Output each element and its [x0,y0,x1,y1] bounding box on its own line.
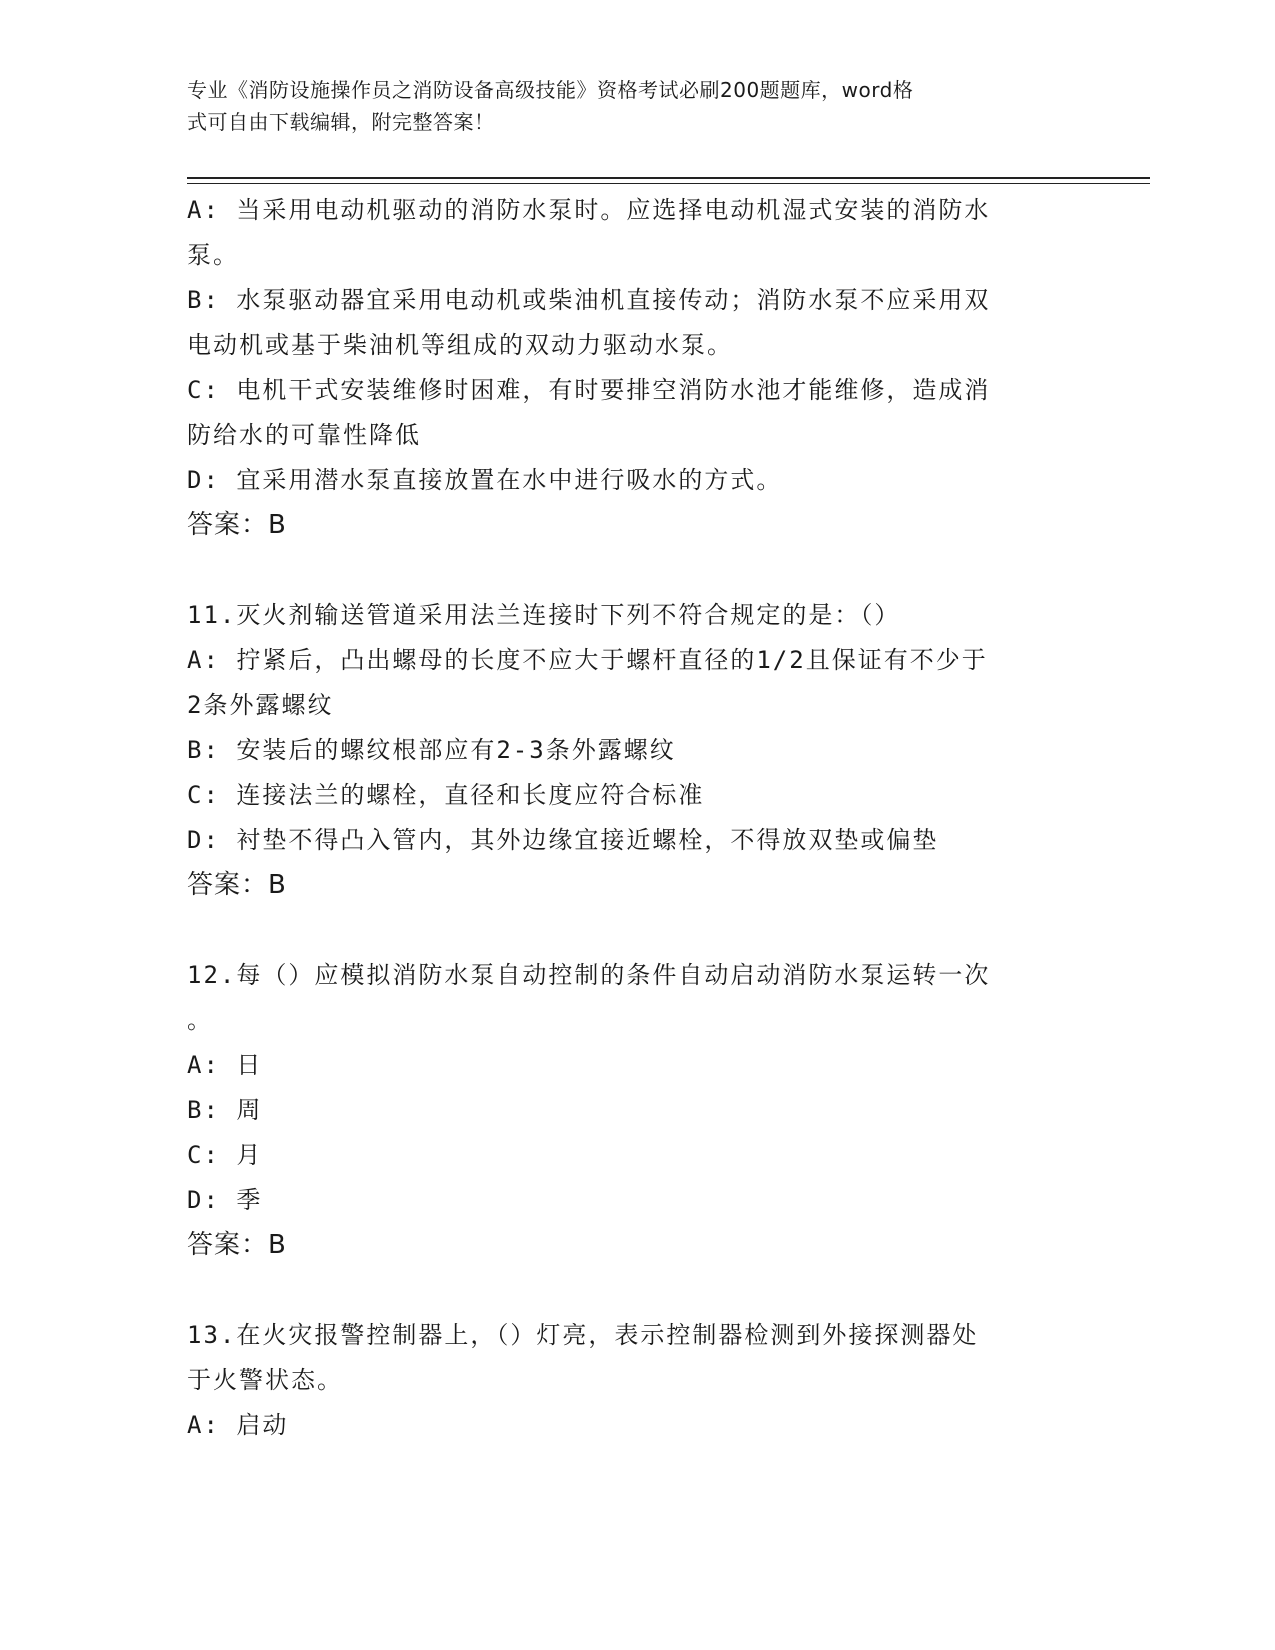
header-line-1: 专业《消防设施操作员之消防设备高级技能》资格考试必刷200题题库，word格 [187,78,914,102]
q11-option-a-line-2: 2条外露螺纹 [187,691,334,719]
question-12-block [187,953,1067,1268]
q10-option-a-line-1: A: 当采用电动机驱动的消防水泵时。应选择电动机湿式安装的消防水 [187,196,991,224]
document-header [187,74,1067,138]
q10-option-b-line-1: B: 水泵驱动器宜采用电动机或柴油机直接传动；消防水泵不应采用双 [187,286,991,314]
q13-stem-line-1: 13.在火灾报警控制器上，（）灯亮，表示控制器检测到外接探测器处 [187,1321,979,1349]
question-13-block [187,1313,1067,1448]
q11-option-a-line-1: A: 拧紧后，凸出螺母的长度不应大于螺杆直径的1/2且保证有不少于 [187,646,988,674]
header-line-2: 式可自由下载编辑，附完整答案！ [187,110,495,134]
q12-answer: 答案：B [187,1230,287,1260]
q12-option-b: B: 周 [187,1096,263,1124]
question-10-block [187,188,1067,548]
q12-stem-line-2: 。 [187,1006,213,1034]
q10-option-a-line-2: 泵。 [187,241,239,269]
q10-option-d: D: 宜采用潜水泵直接放置在水中进行吸水的方式。 [187,466,783,494]
q12-stem-line-1: 12.每（）应模拟消防水泵自动控制的条件自动启动消防水泵运转一次 [187,961,991,989]
q11-option-d: D: 衬垫不得凸入管内，其外边缘宜接近螺栓，不得放双垫或偏垫 [187,826,939,854]
q13-option-a: A: 启动 [187,1411,289,1439]
q10-answer: 答案：B [187,510,287,540]
q11-option-c: C: 连接法兰的螺栓，直径和长度应符合标准 [187,781,705,809]
q13-stem-line-2: 于火警状态。 [187,1366,343,1394]
header-rule-thick [187,177,1150,179]
q12-option-a: A: 日 [187,1051,263,1079]
q10-option-b-line-2: 电动机或基于柴油机等组成的双动力驱动水泵。 [187,331,733,359]
q11-stem: 11.灭火剂输送管道采用法兰连接时下列不符合规定的是：（） [187,601,901,629]
question-11-block [187,593,1067,908]
q11-answer: 答案：B [187,870,287,900]
q10-option-c-line-2: 防给水的可靠性降低 [187,421,421,449]
q12-option-c: C: 月 [187,1141,263,1169]
q11-option-b: B: 安装后的螺纹根部应有2-3条外露螺纹 [187,736,676,764]
question-content [187,188,1067,1448]
header-rule-thin [187,183,1150,184]
q12-option-d: D: 季 [187,1186,263,1214]
q10-option-c-line-1: C: 电机干式安装维修时困难，有时要排空消防水池才能维修，造成消 [187,376,991,404]
